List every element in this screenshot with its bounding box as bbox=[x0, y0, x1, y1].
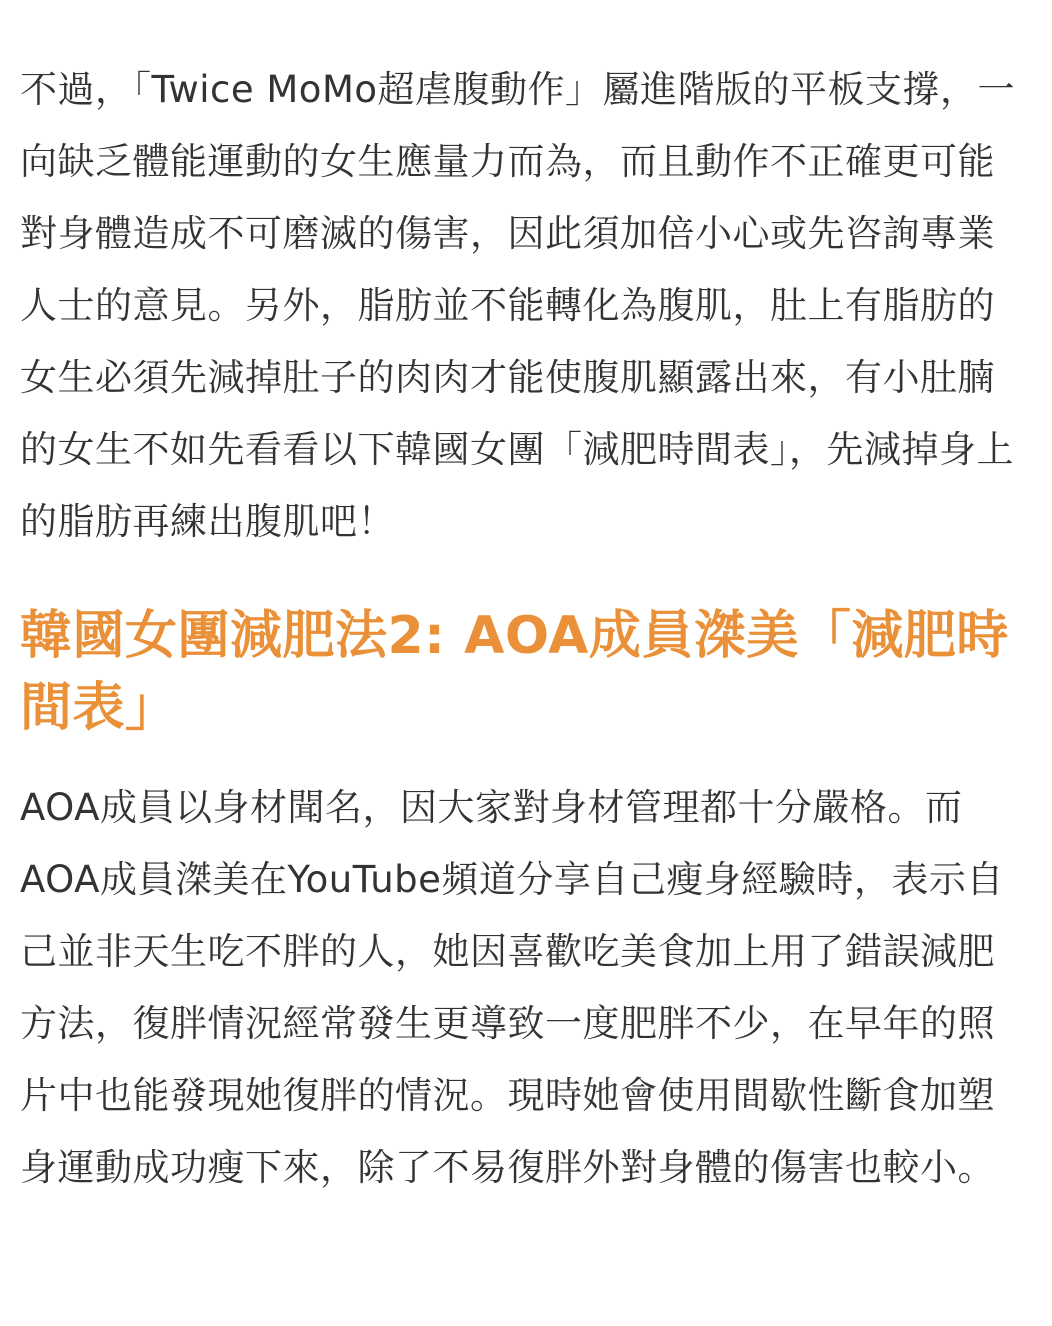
section-heading: 韓國女團減肥法2: AOA成員滐美「減肥時間表」 bbox=[20, 606, 1009, 738]
section-paragraph: AOA成員以身材聞名，因大家對身材管理都十分嚴格。而AOA成員滐美在YouTube頻道分享自己瘦身經驗時，表示自己並非天生吃不胖的人，她因喜歡吃美食加上用了錯誤減肥方法，復胖情況經常發生更導致一度肥胖不少，在早年的照片中也能發現她復胖的情況。現時她會使用間歇性斷食加塑身運動成功瘦下來，除了不易復胖外對身體的傷害也較小。 bbox=[20, 786, 1004, 1189]
article-body bbox=[20, 54, 1032, 1204]
intro-paragraph: 不過，「Twice MoMo超虐腹動作」屬進階版的平板支撐，一向缺乏體能運動的女生應量力而為，而且動作不正確更可能對身體造成不可磨滅的傷害，因此須加倍小心或先咨詢專業人士的意見。另外，脂肪並不能轉化為腹肌，肚上有脂肪的女生必須先減掉肚子的肉肉才能使腹肌顯露出來，有小肚腩的女生不如先看看以下韓國女團「減肥時間表」，先減掉身上的脂肪再練出腹肌吧！ bbox=[20, 68, 1016, 543]
